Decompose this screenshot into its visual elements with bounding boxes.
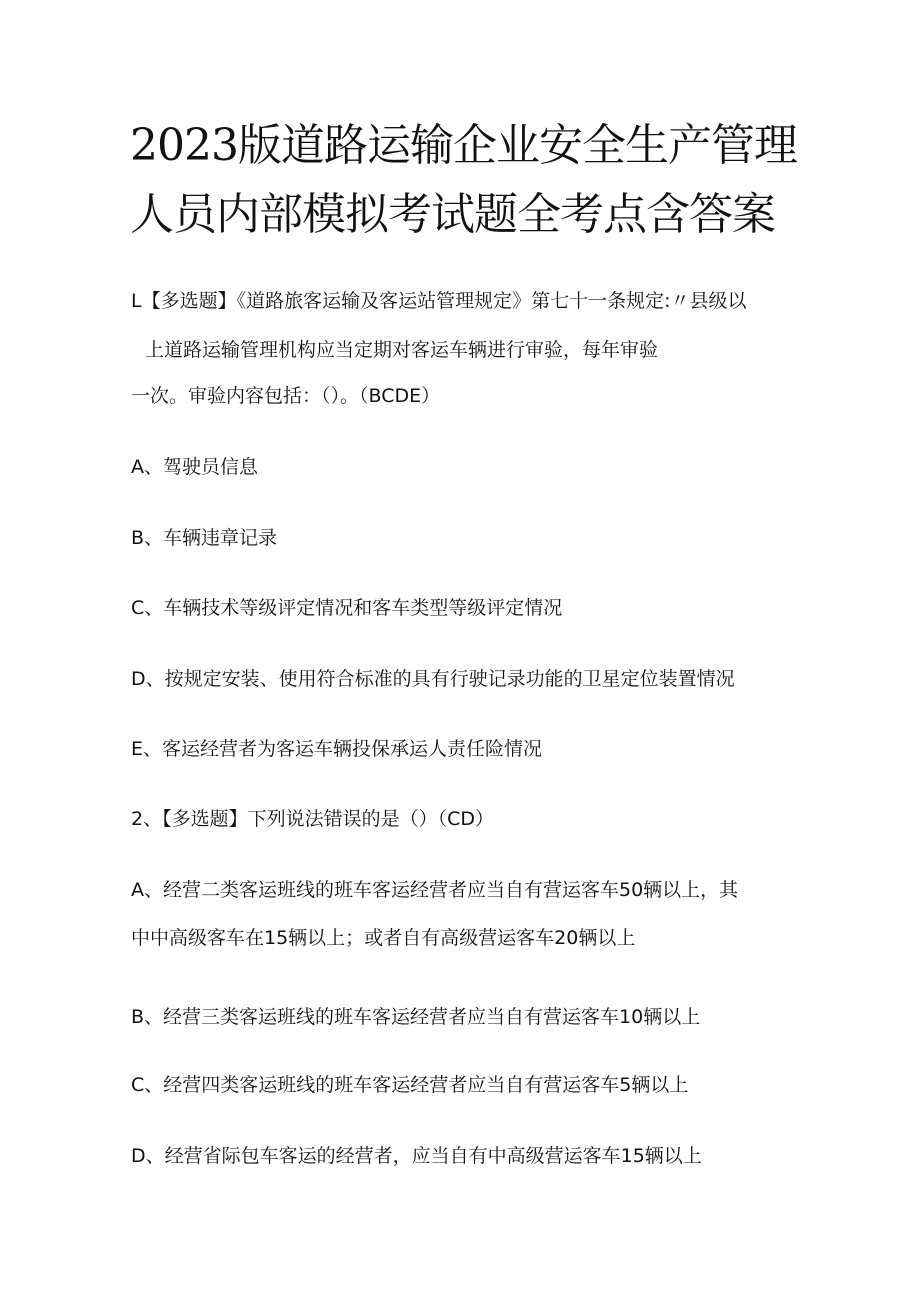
question-1-option-b: B、车辆违章记录 bbox=[131, 527, 278, 549]
question-2-stem: 2、【多选题】下列说法错误的是（）（CD） bbox=[131, 808, 494, 830]
question-2-option-b: B、经营三类客运班线的班车客运经营者应当自有营运客车10辆以上 bbox=[131, 1006, 701, 1028]
question-1-option-d: D、按规定安装、使用符合标准的具有行驶记录功能的卫星定位装置情况 bbox=[131, 668, 735, 690]
question-2-option-d: D、经营省际包车客运的经营者，应当自有中高级营运客车15辆以上 bbox=[131, 1145, 702, 1167]
question-2-option-a-line-2: 中中高级客车在15辆以上；或者自有高级营运客车20辆以上 bbox=[131, 927, 636, 949]
question-1-stem-line-1: L【多选题】《道路旅客运输及客运站管理规定》第七十一条规定:〃县级以 bbox=[131, 290, 747, 312]
question-2-option-a-line-1: A、经营二类客运班线的班车客运经营者应当自有营运客车50辆以上，其 bbox=[131, 879, 739, 901]
document-title-line-1: 2023版道路运输企业安全生产管理 bbox=[130, 120, 797, 171]
question-1-stem-line-2: 上道路运输管理机构应当定期对客运车辆进行审验，每年审验 bbox=[145, 339, 659, 361]
question-1-option-c: C、车辆技术等级评定情况和客车类型等级评定情况 bbox=[131, 597, 563, 619]
document-title-line-2: 人员内部模拟考试题全考点含答案 bbox=[130, 189, 775, 240]
question-1-option-e: E、客运经营者为客运车辆投保承运人责任险情况 bbox=[131, 738, 543, 760]
question-2-option-c: C、经营四类客运班线的班车客运经营者应当自有营运客车5辆以上 bbox=[131, 1074, 689, 1096]
question-1-option-a: A、驾驶员信息 bbox=[131, 456, 258, 478]
question-1-stem-line-3: 一次。审验内容包括：（）。（BCDE） bbox=[131, 385, 441, 407]
